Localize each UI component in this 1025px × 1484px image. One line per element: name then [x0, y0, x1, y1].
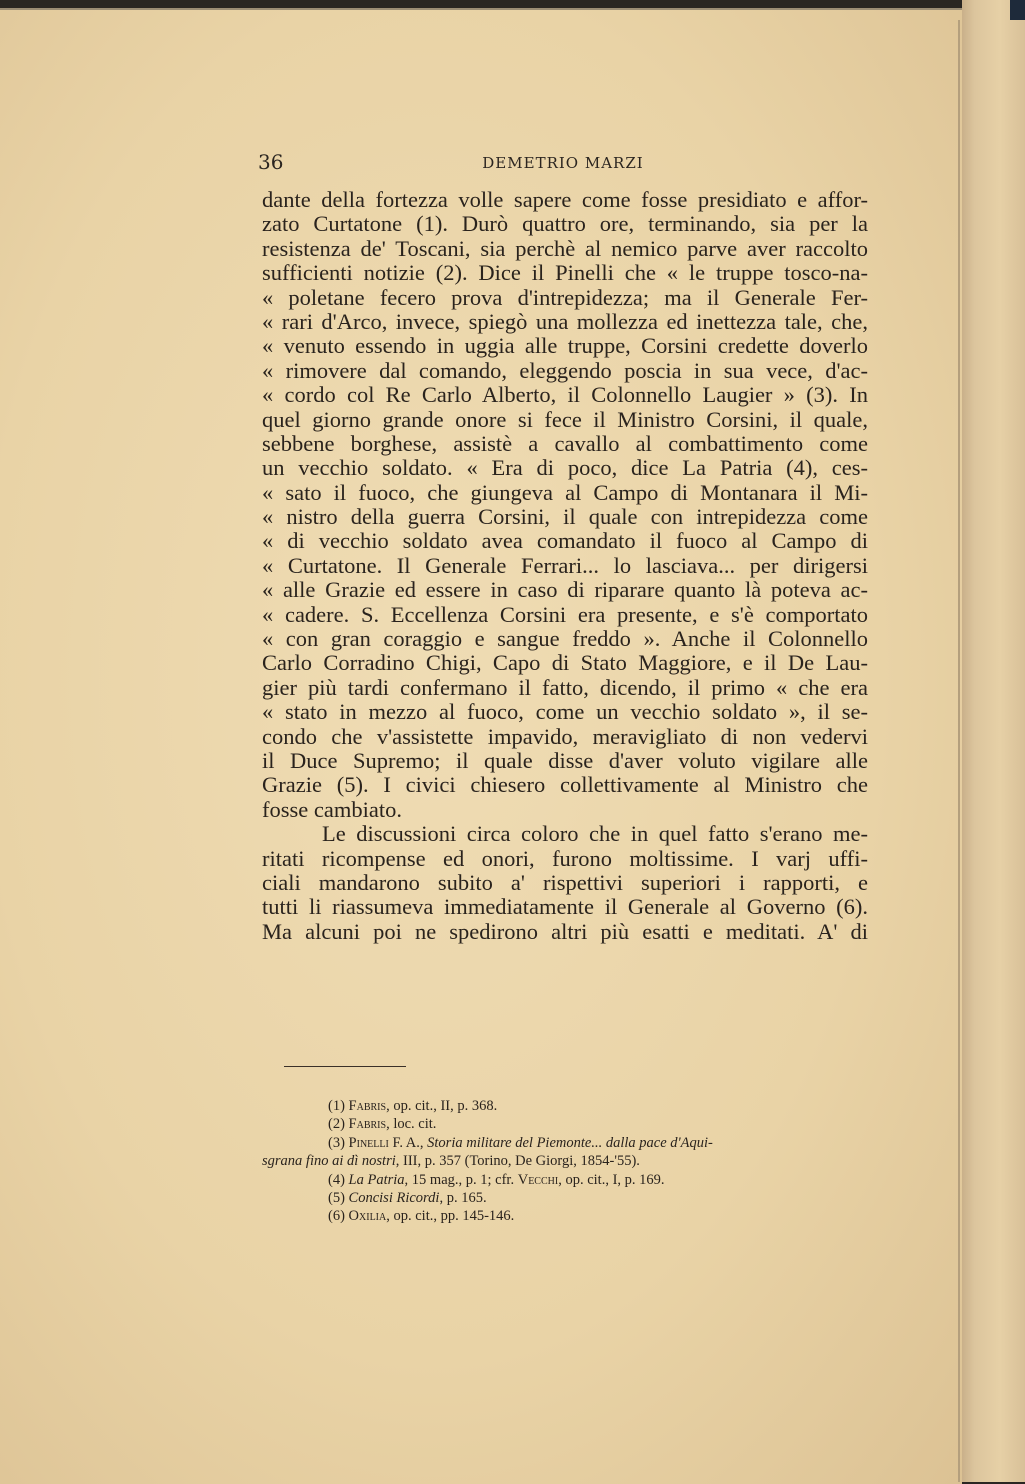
page-fold: [958, 20, 960, 1482]
page-number: 36: [258, 150, 284, 174]
text-line: zato Curtatone (1). Durò quattro ore, terminando, sia per la: [262, 211, 868, 237]
body-text: [262, 188, 868, 944]
footnote-1: (1) Fabris, op. cit., II, p. 368.: [328, 1098, 498, 1114]
text-line: gier più tardi confermano il fatto, dicendo, il primo « che era: [262, 674, 868, 700]
text-line: sufficienti notizie (2). Dice il Pinelli che « le truppe tosco-na-: [262, 260, 868, 286]
text-line: Ma alcuni poi ne spedirono altri più esatti e meditati. A' di: [262, 918, 868, 944]
text-line: tutti li riassumeva immediatamente il Generale al Governo (6).: [262, 894, 868, 920]
footnote-5: (5) Concisi Ricordi, p. 165.: [328, 1189, 487, 1206]
text-line: « alle Grazie ed essere in caso di riparare quanto là poteva ac-: [262, 577, 868, 603]
text-line: « stato in mezzo al fuoco, come un vecchio soldato », il se-: [262, 699, 868, 725]
text-line: « cordo col Re Carlo Alberto, il Colonnello Laugier » (3). In: [262, 382, 868, 408]
footnote-3: (3) Pinelli F. A., Storia militare del Piemonte... dalla pace d'Aqui-: [328, 1134, 713, 1151]
text-line: « rari d'Arco, invece, spiegò una mollezza ed inettezza tale, che,: [262, 308, 868, 334]
text-line: « poletane fecero prova d'intrepidezza; ma il Generale Fer-: [262, 284, 868, 310]
text-line: « nistro della guerra Corsini, il quale con intrepidezza come: [262, 504, 868, 530]
footnote-4: (4) La Patria, 15 mag., p. 1; cfr. Vecchi, op. cit., I, p. 169.: [328, 1171, 665, 1188]
footnote-6: (6) Oxilia, op. cit., pp. 145-146.: [328, 1208, 515, 1225]
text-line: quel giorno grande onore si fece il Ministro Corsini, il quale,: [262, 406, 868, 432]
text-line: un vecchio soldato. « Era di poco, dice La Patria (4), ces-: [262, 455, 868, 481]
text-line: Le discussioni circa coloro che in quel fatto s'erano me-: [322, 821, 868, 847]
text-line: « sato il fuoco, che giungeva al Campo di Montanara il Mi-: [262, 479, 868, 505]
footnote-3-continued: sgrana fino ai dì nostri, III, p. 357 (Torino, De Giorgi, 1854-'55).: [262, 1153, 640, 1170]
footnotes: [262, 1097, 872, 1226]
footnote-rule: [284, 1066, 406, 1067]
text-line: dante della fortezza volle sapere come fosse presidiato e affor-: [262, 187, 868, 212]
text-line: sebbene borghese, assistè a cavallo al combattimento come: [262, 430, 868, 456]
text-line: Carlo Corradino Chigi, Capo di Stato Maggiore, e il De Lau-: [262, 650, 868, 676]
text-line: ciali mandarono subito a' rispettivi superiori i rapporti, e: [262, 869, 868, 895]
running-title: DEMETRIO MARZI: [482, 154, 644, 172]
text-line: « con gran coraggio e sangue freddo ». Anche il Colonnello: [262, 626, 868, 652]
text-line: fosse cambiato.: [262, 796, 402, 822]
footnote-2: (2) Fabris, loc. cit.: [328, 1116, 437, 1133]
text-line: « rimovere dal comando, eleggendo poscia in sua vece, d'ac-: [262, 357, 868, 383]
text-line: il Duce Supremo; il quale disse d'aver voluto vigilare alle: [262, 747, 868, 773]
text-line: condo che v'assistette impavido, meravigliato di non vedervi: [262, 723, 868, 749]
page-header: [258, 150, 868, 178]
text-line: « di vecchio soldato avea comandato il fuoco al Campo di: [262, 528, 868, 554]
text-line: Grazie (5). I civici chiesero collettivamente al Ministro che: [262, 772, 868, 798]
binding-corner: [1010, 0, 1025, 20]
text-line: « venuto essendo in uggia alle truppe, Corsini credette doverlo: [262, 333, 868, 359]
page-edge: [962, 0, 1025, 1482]
text-line: « Curtatone. Il Generale Ferrari... lo lasciava... per dirigersi: [262, 552, 868, 578]
text-line: « cadere. S. Eccellenza Corsini era presente, e s'è comportato: [262, 601, 868, 627]
text-line: ritati ricompense ed onori, furono moltissime. I varj uffi-: [262, 845, 868, 871]
text-line: resistenza de' Toscani, sia perchè al nemico parve aver raccolto: [262, 235, 868, 261]
